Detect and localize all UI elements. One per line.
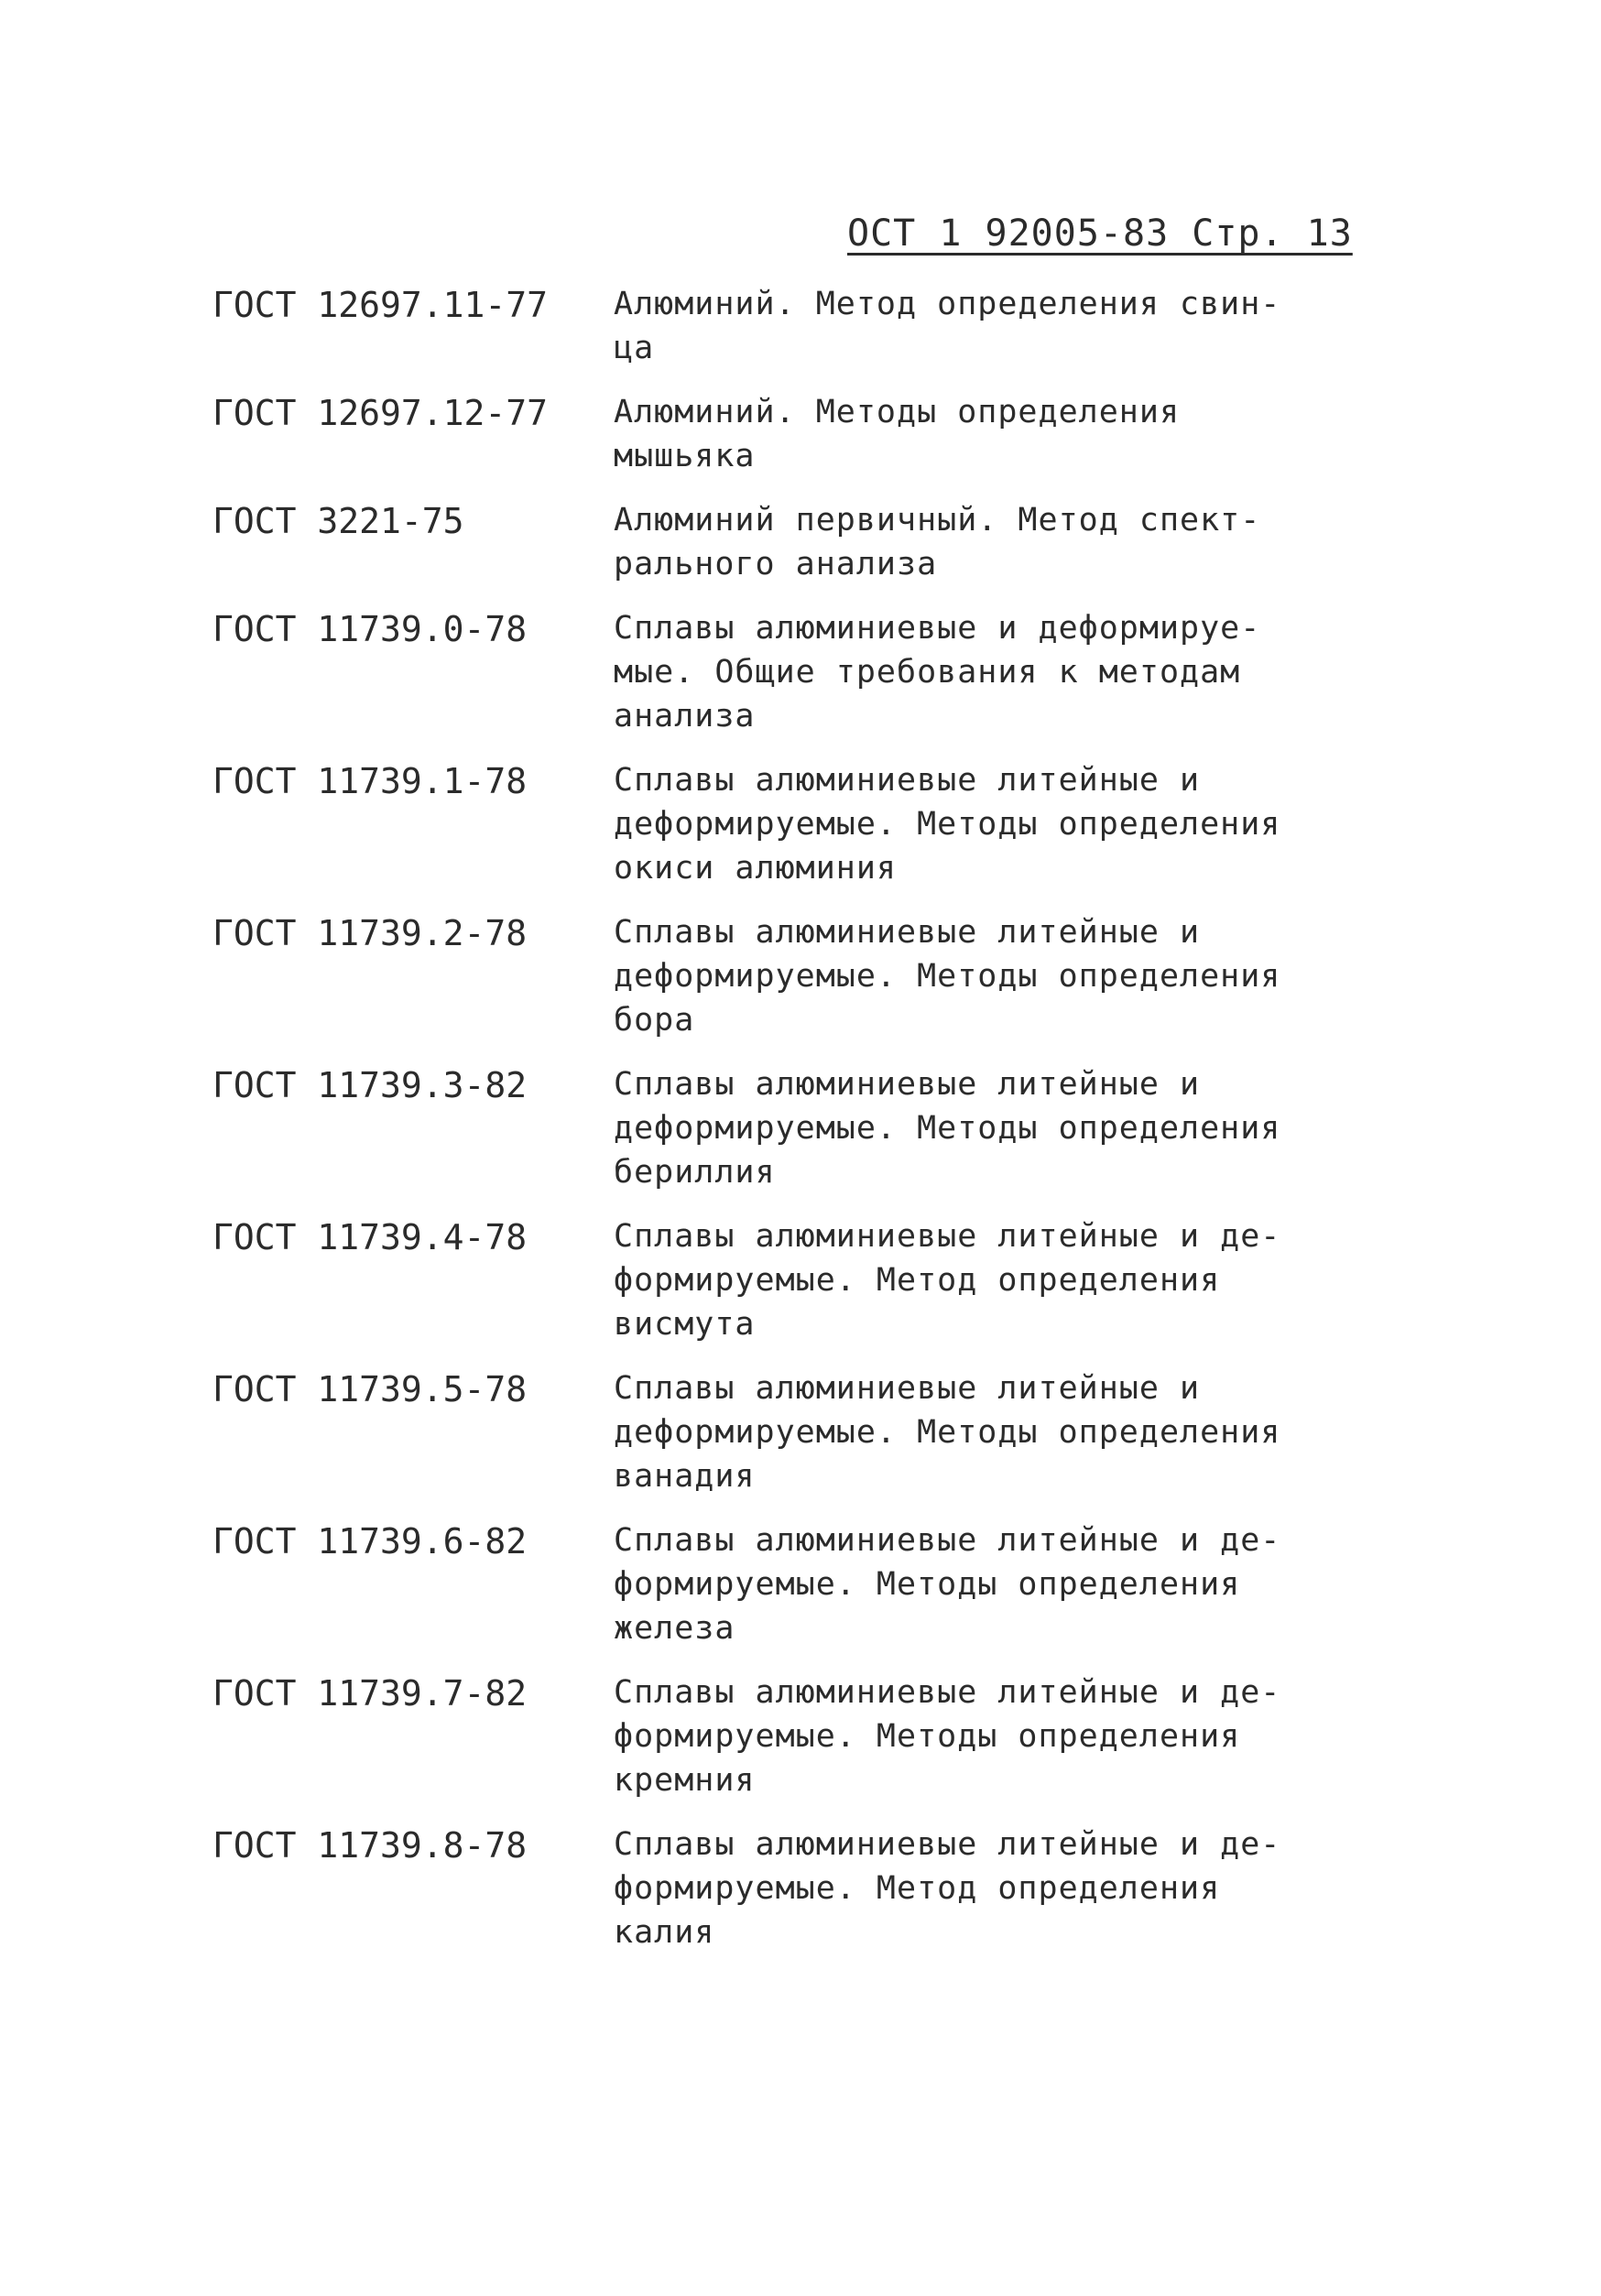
standards-list: [212, 282, 1403, 1954]
standard-title: Сплавы алюминиевые литейные и деформируемые. Методы определения бериллия: [614, 1066, 1281, 1191]
standard-code: ГОСТ 11739.4-78: [212, 1217, 528, 1257]
standard-code: ГОСТ 3221-75: [212, 501, 464, 541]
standard-title: Сплавы алюминиевые литейные и деформируемые. Методы определения окиси алюминия: [614, 762, 1281, 887]
standard-code: ГОСТ 11739.7-82: [212, 1673, 528, 1714]
standard-entry: [212, 498, 1403, 586]
page-header: ОСТ 1 92005-83 Стр. 13: [847, 212, 1353, 255]
standard-title: Сплавы алюминиевые литейные и деформируемые. Методы определения бора: [614, 914, 1281, 1039]
standard-title: Сплавы алюминиевые литейные и деформируемые. Методы определения ванадия: [614, 1370, 1281, 1495]
standard-entry: [212, 606, 1403, 738]
standard-entry: [212, 1366, 1403, 1498]
standard-title: Сплавы алюминиевые литейные и де- формируемые. Методы определения кремния: [614, 1674, 1281, 1799]
standard-entry: [212, 1062, 1403, 1194]
standard-title: Сплавы алюминиевые и деформируе- мые. Общие требования к методам анализа: [614, 610, 1261, 735]
standard-code: ГОСТ 12697.12-77: [212, 393, 549, 433]
standard-title: Алюминий. Методы определения мышьяка: [614, 394, 1181, 474]
standard-code: ГОСТ 11739.2-78: [212, 913, 528, 953]
standard-entry: [212, 1518, 1403, 1650]
standard-entry: [212, 1823, 1403, 1954]
standard-entry: [212, 1670, 1403, 1802]
standard-code: ГОСТ 11739.6-82: [212, 1521, 528, 1561]
standard-code: ГОСТ 11739.5-78: [212, 1369, 528, 1409]
standard-code: ГОСТ 11739.0-78: [212, 609, 528, 649]
standard-entry: [212, 910, 1403, 1042]
standard-code: ГОСТ 11739.3-82: [212, 1065, 528, 1105]
standard-entry: [212, 1214, 1403, 1346]
standard-title: Сплавы алюминиевые литейные и де- формируемые. Метод определения висмута: [614, 1218, 1281, 1343]
standard-code: ГОСТ 12697.11-77: [212, 285, 549, 325]
standard-code: ГОСТ 11739.8-78: [212, 1825, 528, 1866]
standard-entry: [212, 390, 1403, 478]
standard-title: Алюминий. Метод определения свин- ца: [614, 286, 1281, 366]
standard-title: Сплавы алюминиевые литейные и де- формируемые. Методы определения железа: [614, 1522, 1281, 1647]
standard-entry: [212, 282, 1403, 370]
standard-title: Алюминий первичный. Метод спект- рального анализа: [614, 502, 1261, 582]
standard-title: Сплавы алюминиевые литейные и де- формируемые. Метод определения калия: [614, 1826, 1281, 1951]
standard-entry: [212, 758, 1403, 890]
standard-code: ГОСТ 11739.1-78: [212, 761, 528, 801]
